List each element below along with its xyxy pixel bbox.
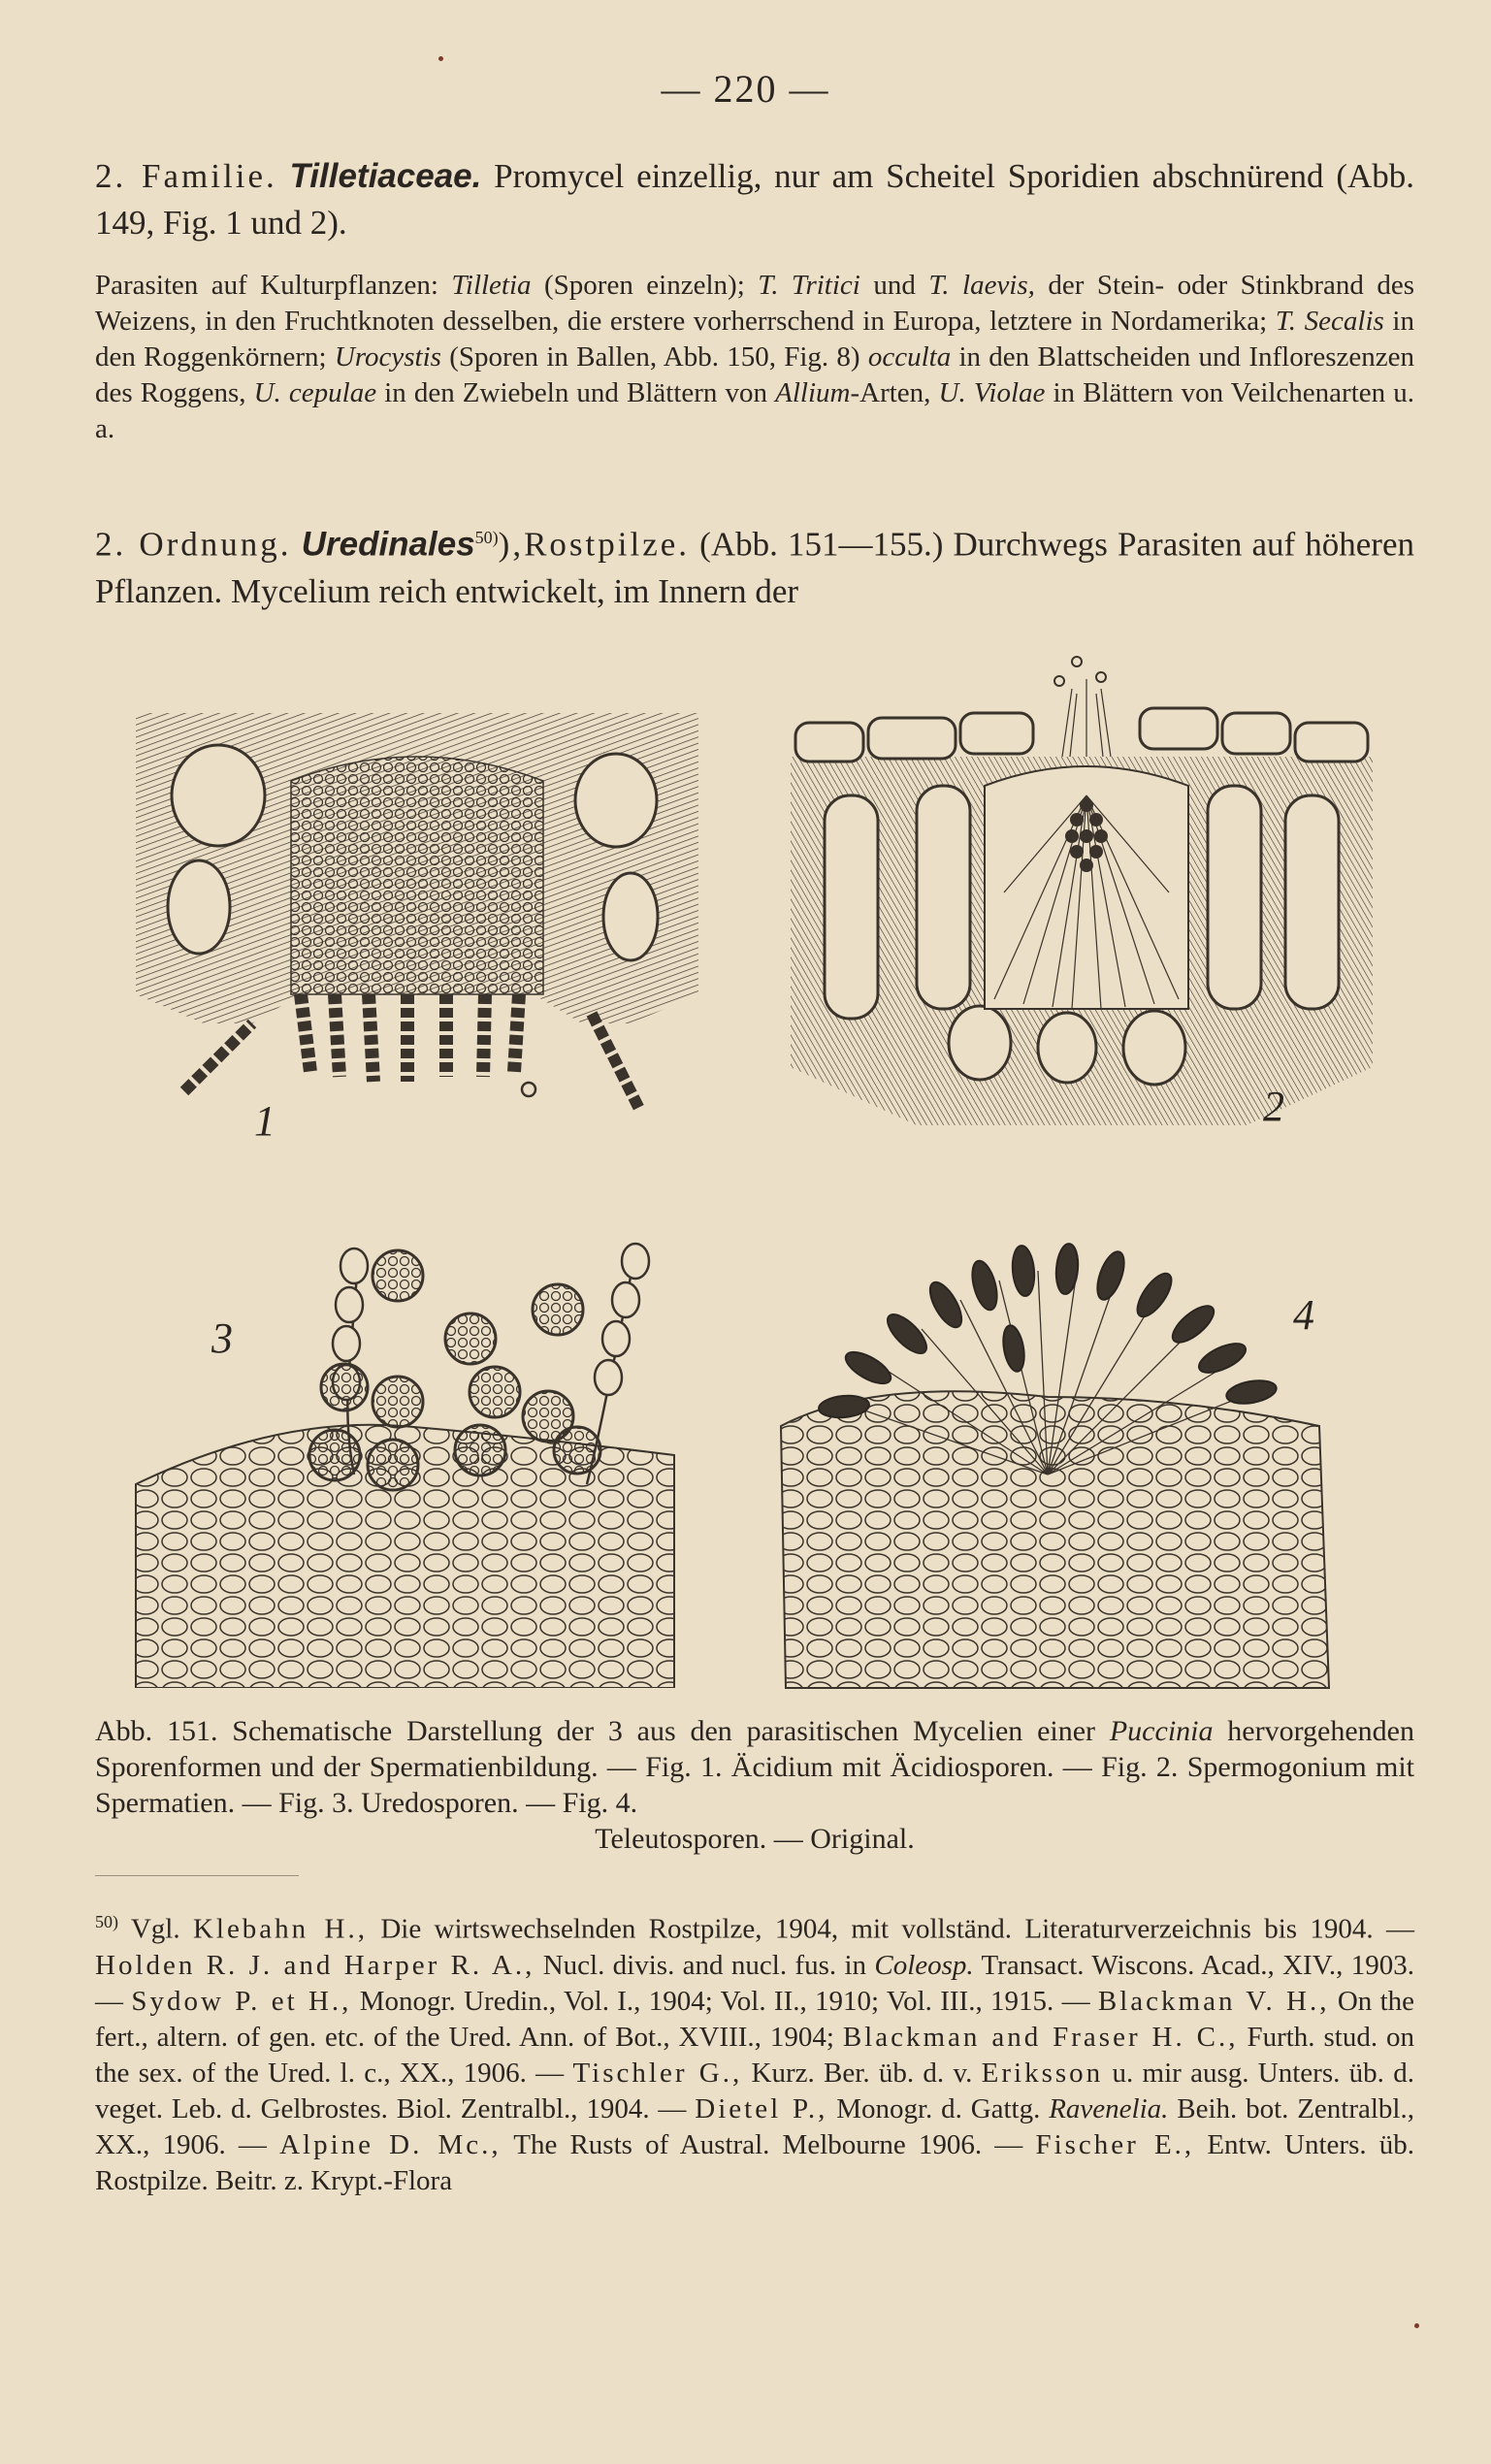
author-name: Dietel P., <box>695 2092 828 2124</box>
text-run: und <box>859 270 929 301</box>
footnote-text: Nucl. divis. and nucl. fus. in <box>535 1949 875 1981</box>
paragraph-parasiten <box>95 268 1414 447</box>
footnote-text: On the fert., altern. of gen. etc. of the Ured. Ann. of Bot., XVIII., 1904; <box>95 1985 1415 2053</box>
taxon-name: Allium <box>775 377 851 408</box>
taxon-name: Urocystis <box>334 341 441 373</box>
footnote-text: Monogr. d. Gattg. <box>827 2092 1050 2124</box>
text-run: in den Roggenkörnern; <box>95 306 1414 373</box>
paper-speck <box>438 56 443 61</box>
footnote-text: Furth. stud. on the sex. of the Ured. l. c., XX., 1906. — <box>95 2021 1414 2089</box>
page-number: — 220 — <box>661 67 830 111</box>
text-run: -Arten, <box>850 377 939 408</box>
paragraph-familie <box>95 153 1414 246</box>
text-run: in Blättern von Veilchenarten u. a. <box>95 377 1414 444</box>
footnote-separator <box>95 1875 299 1876</box>
taxon-name: T. Secalis <box>1275 306 1384 337</box>
author-name: Klebahn H., <box>192 1913 368 1945</box>
taxon-name: T. Tritici <box>758 270 860 301</box>
footnote-text: u. mir ausg. Unters. üb. d. veget. Leb. d. Gelbrostes. Biol. Zentralbl., 1904. — <box>95 2057 1414 2124</box>
taxon-name: Coleosp. <box>874 1949 974 1981</box>
taxon-name: Tilletia <box>451 270 532 301</box>
text-run: der Stein- oder Stinkbrand des Weizens, in den Fruchtknoten desselben, die erstere vorherrschend in Europa, letztere in Nordamerika; <box>95 270 1415 337</box>
paper-speck <box>1414 2323 1419 2328</box>
figure-number-2: 2 <box>1263 1083 1284 1130</box>
footnote-text: Entw. Unters. üb. Rostpilze. Beitr. z. Krypt.-Flora <box>95 2128 1414 2196</box>
ordnung-label: 2. Ordnung. <box>95 525 292 564</box>
figure-1-aecidium <box>126 703 708 1130</box>
text-run: in den Blattscheiden und Infloreszenzen des Roggens, <box>95 341 1414 408</box>
ordnung-spaced: ),Rostpilze. <box>498 525 691 564</box>
author-name: Eriksson <box>981 2057 1104 2089</box>
author-name: Holden R. J. and Harper R. A., <box>95 1949 535 1981</box>
figure-number-3: 3 <box>211 1314 233 1362</box>
figure-4-teleutosporen <box>776 1232 1358 1707</box>
footnote-text: The Rusts of Austral. Melbourne 1906. — <box>501 2128 1036 2160</box>
text-run: (Sporen einzeln); <box>531 270 759 301</box>
taxon-name: occulta <box>867 341 952 373</box>
author-name: Sydow P. et H., <box>131 1985 352 2017</box>
footnote-50 <box>95 1904 1414 2199</box>
figure-number-4: 4 <box>1293 1291 1314 1339</box>
figure-2-spermogonium <box>781 650 1382 1135</box>
footnote-text: Die wirtswechselnden Rostpilze, 1904, mit vollständ. Literaturverzeichnis bis 1904. — <box>367 1913 1414 1945</box>
familie-taxon: Tilletiaceae. <box>289 157 482 195</box>
familie-label: 2. Familie. <box>95 157 277 195</box>
caption-last-line: Teleutosporen. — Original. <box>595 1823 915 1855</box>
taxon-name: Ravenelia. <box>1049 2092 1169 2124</box>
taxon-name: U. Violae <box>938 377 1046 408</box>
footnote-text: Transact. Wiscons. Acad., XIV., 1903. — <box>95 1949 1414 2017</box>
familie-text: Promycel einzellig, nur am Scheitel Sporidien abschnürend (Abb. 149, Fig. 1 und 2). <box>95 157 1414 242</box>
figure-caption <box>95 1713 1414 1857</box>
author-name: Tischler G., <box>572 2057 743 2089</box>
footnote-ref: 50) <box>474 528 499 547</box>
paragraph-ordnung <box>95 514 1414 615</box>
author-name: Blackman and Fraser H. C., <box>842 2021 1239 2053</box>
footnote-text: Vgl. <box>118 1913 193 1945</box>
text-run: Parasiten auf Kulturpflanzen: <box>95 270 452 301</box>
figure-3-uredosporen <box>131 1232 694 1688</box>
caption-taxon: Puccinia <box>1109 1715 1214 1747</box>
ordnung-text: (Abb. 151—155.) Durchwegs Parasiten auf höheren Pflanzen. Mycelium reich entwickelt, im Innern der <box>95 525 1414 610</box>
author-name: Fischer E., <box>1035 2128 1195 2160</box>
text-run: in den Zwiebeln und Blättern von <box>376 377 776 408</box>
caption-text: hervorgehenden Sporenformen und der Spermatienbildung. — Fig. 1. Äcidium mit Äcidiosporen. — Fig. 2. Spermogonium mit Spermatien. — Fig. 3. Uredosporen. — Fig. 4. <box>95 1715 1415 1819</box>
footnote-marker: 50) <box>95 1912 118 1931</box>
footnote-text: Monogr. Uredin., Vol. I., 1904; Vol. II., 1910; Vol. III., 1915. — <box>351 1985 1098 2017</box>
text-run: (Sporen in Ballen, Abb. 150, Fig. 8) <box>440 341 868 373</box>
taxon-name: U. cepulae <box>253 377 377 408</box>
footnote-text: Kurz. Ber. üb. d. v. <box>742 2057 982 2089</box>
figure-number-1: 1 <box>254 1097 276 1145</box>
ordnung-taxon: Uredinales <box>301 525 475 564</box>
caption-text: Abb. 151. Schematische Darstellung der 3 aus den parasitischen Mycelien einer <box>95 1715 1110 1747</box>
footnote-text: Beih. bot. Zentralbl., XX., 1906. — <box>95 2092 1414 2160</box>
author-name: Blackman V. H., <box>1097 1985 1330 2017</box>
author-name: Alpine D. Mc., <box>279 2128 502 2160</box>
taxon-name: T. laevis, <box>928 270 1035 301</box>
